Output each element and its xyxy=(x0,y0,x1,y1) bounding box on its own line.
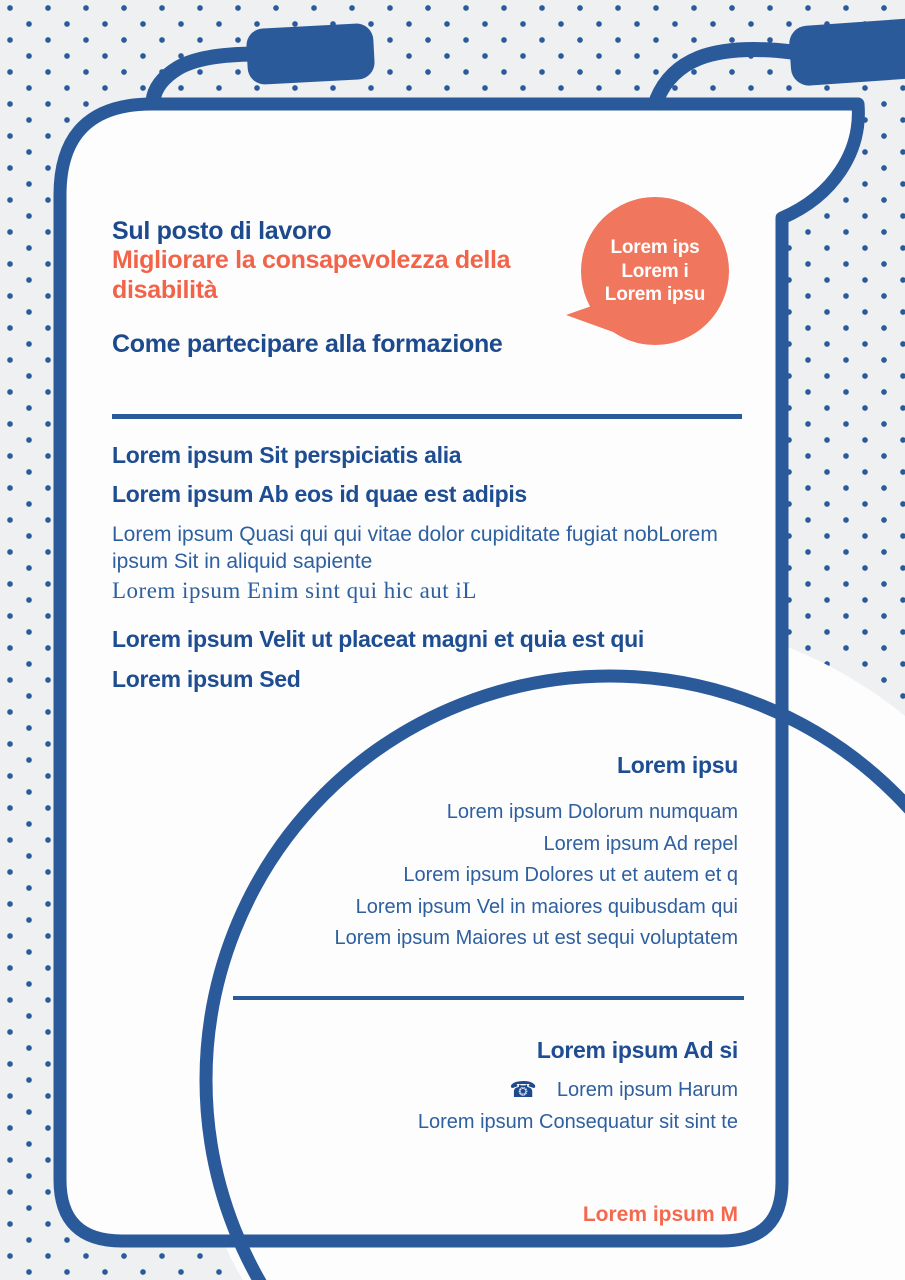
schedule-heading: Lorem ipsu xyxy=(617,752,738,778)
schedule-item: Lorem ipsum Ad repel xyxy=(543,832,738,855)
speech-bubble-line2: Lorem i xyxy=(621,260,689,282)
page-subtitle: Come partecipare alla formazione xyxy=(112,330,503,358)
training-highlight-line: Lorem ipsum Velit ut placeat magni et quia est qui xyxy=(112,626,645,652)
speech-bubble-line3: Lorem ipsu xyxy=(604,284,706,305)
contact-phone-text: Lorem ipsum Harum xyxy=(556,1079,738,1101)
training-heading-1: Lorem ipsum Sit perspiciatis alia xyxy=(112,442,462,468)
training-heading-2: Lorem ipsum Ab eos id quae est adipis xyxy=(112,481,527,507)
contact-phone-row xyxy=(318,1078,738,1102)
training-handwritten-line: Lorem ipsum Enim sint qui hic aut iL xyxy=(112,578,477,603)
schedule-list xyxy=(218,797,738,955)
training-paragraph: Lorem ipsum Quasi qui qui vitae dolor cupiditate fugiat nobLorem ipsum Sit in aliquid sapiente xyxy=(112,523,718,573)
schedule-item: Lorem ipsum Dolorum numquam xyxy=(446,801,738,823)
schedule-item: Lorem ipsum Dolores ut et autem et q xyxy=(403,864,738,886)
speech-bubble-text xyxy=(575,236,735,307)
contact-extra-text: Lorem ipsum Consequatur sit sint te xyxy=(417,1111,738,1133)
schedule-item: Lorem ipsum Maiores ut est sequi voluptatem xyxy=(334,927,738,949)
page-title-line1: Sul posto di lavoro xyxy=(112,217,332,245)
contact-heading: Lorem ipsum Ad si xyxy=(536,1037,738,1063)
footer-credit: Lorem ipsum M xyxy=(582,1203,738,1226)
schedule-item: Lorem ipsum Vel in maiores quibusdam qui xyxy=(355,895,738,918)
page-title-line2: Migliorare la consapevolezza della disabilità xyxy=(112,246,511,304)
training-bold-line: Lorem ipsum Sed xyxy=(112,666,301,692)
section-divider-top xyxy=(112,414,742,419)
phone-icon: ☎ xyxy=(509,1077,537,1102)
section-divider-bottom xyxy=(233,996,744,1000)
speech-bubble-line1: Lorem ips xyxy=(610,237,700,258)
